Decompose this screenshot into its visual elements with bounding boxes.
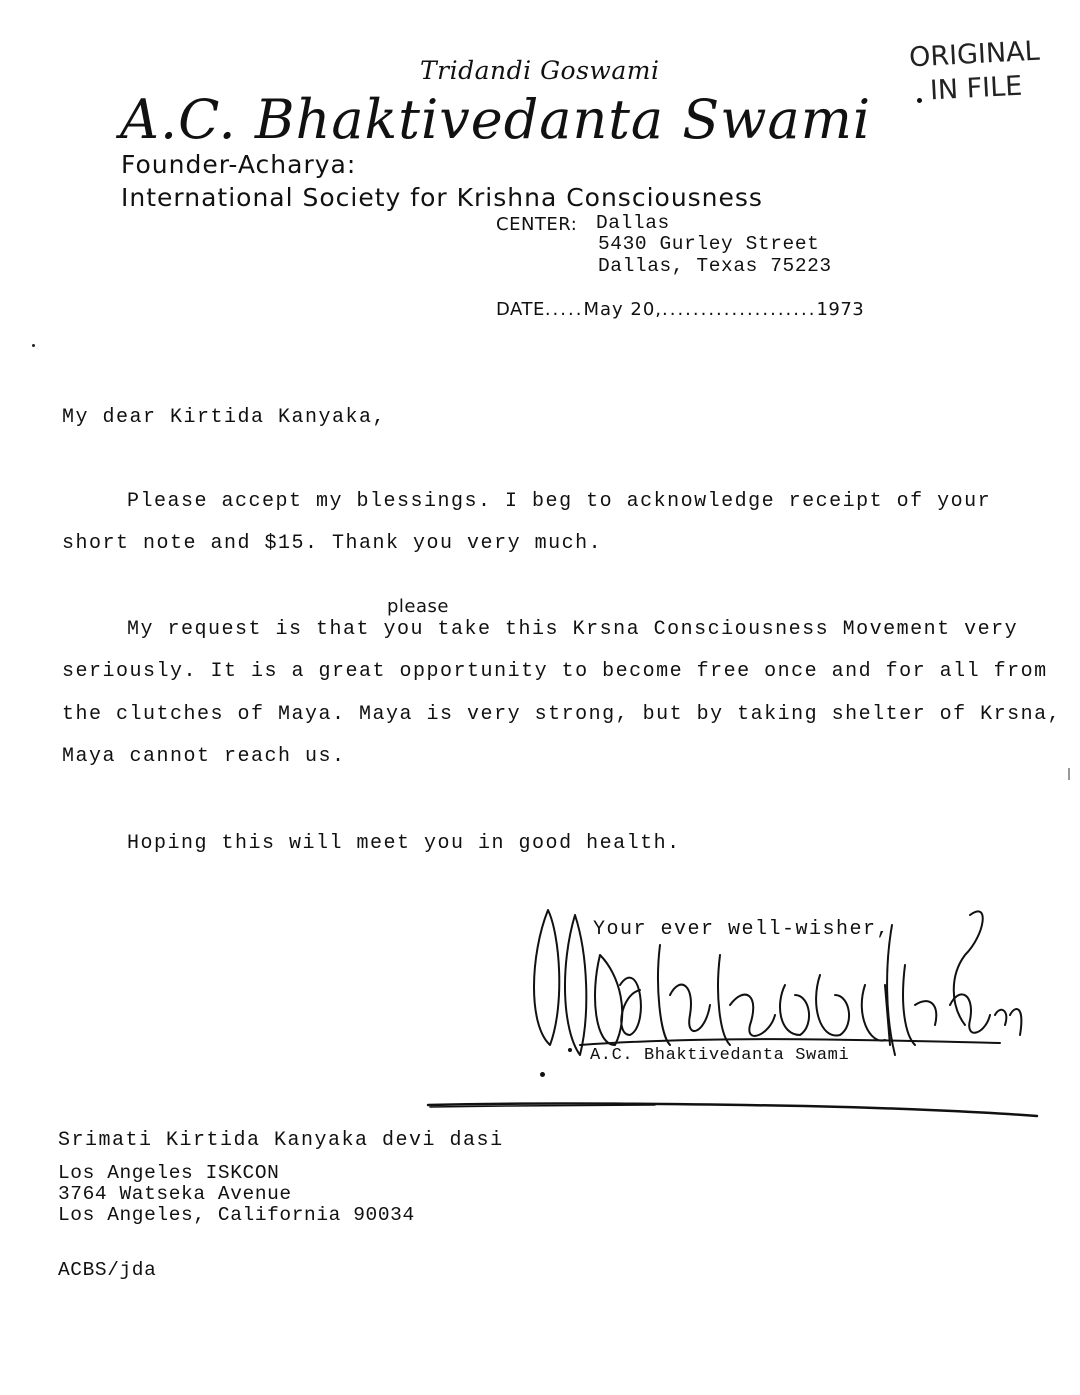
ink-dot xyxy=(540,1072,545,1077)
letterhead-name: A.C. Bhaktivedanta Swami xyxy=(120,88,872,151)
stamp-line-1: ORIGINAL xyxy=(908,35,1041,74)
date-dots-before: ..... xyxy=(544,299,584,320)
paragraph-2-line-4: Maya cannot reach us. xyxy=(62,745,346,768)
hand-drawn-rule xyxy=(425,1096,1045,1122)
recipient-name: Srimati Kirtida Kanyaka devi dasi xyxy=(58,1129,504,1152)
recipient-address-line-1: Los Angeles ISKCON xyxy=(58,1162,280,1184)
closing: Your ever well-wisher, xyxy=(593,918,891,941)
center-street: 5430 Gurley Street xyxy=(598,233,820,255)
date-label xyxy=(496,299,864,320)
paragraph-1-line-1: Please accept my blessings. I beg to acknowledge receipt of your xyxy=(127,490,992,513)
letterhead-organization: International Society for Krishna Consciousness xyxy=(121,183,763,212)
recipient-address-line-2: 3764 Watseka Avenue xyxy=(58,1183,292,1205)
salutation: My dear Kirtida Kanyaka, xyxy=(62,406,387,429)
center-name: Dallas xyxy=(596,212,670,234)
handwritten-insert: please xyxy=(387,596,449,617)
paragraph-2-line-2: seriously. It is a great opportunity to become free once and for all from xyxy=(62,660,1048,683)
reference-initials: ACBS/jda xyxy=(58,1259,157,1281)
paragraph-1-line-2: short note and $15. Thank you very much. xyxy=(62,532,603,555)
center-city: Dallas, Texas 75223 xyxy=(598,255,832,277)
scan-speck xyxy=(32,344,35,347)
stamp-dot xyxy=(917,98,922,103)
stamp-line-2: IN FILE xyxy=(929,70,1024,107)
date-year: 1973 xyxy=(816,299,865,320)
paragraph-3: Hoping this will meet you in good health. xyxy=(127,832,681,855)
letterhead-title-small: Tridandi Goswami xyxy=(420,56,660,85)
ink-dot-2 xyxy=(568,1048,572,1052)
recipient-address-line-3: Los Angeles, California 90034 xyxy=(58,1204,415,1226)
signature-name: A.C. Bhaktivedanta Swami xyxy=(590,1046,850,1065)
paragraph-2-line-1: My request is that you take this Krsna Consciousness Movement very xyxy=(127,618,1019,641)
paragraph-2-line-3: the clutches of Maya. Maya is very strong, but by taking shelter of Krsna, xyxy=(62,703,1062,726)
scan-speck xyxy=(1068,768,1070,780)
center-label: CENTER: xyxy=(496,214,578,235)
original-in-file-stamp xyxy=(908,35,1042,110)
date-value: May 20, xyxy=(583,299,662,320)
date-dots-after: .................... xyxy=(662,299,817,320)
letterhead-role: Founder-Acharya: xyxy=(121,150,357,179)
date-label-text: DATE xyxy=(496,299,545,320)
